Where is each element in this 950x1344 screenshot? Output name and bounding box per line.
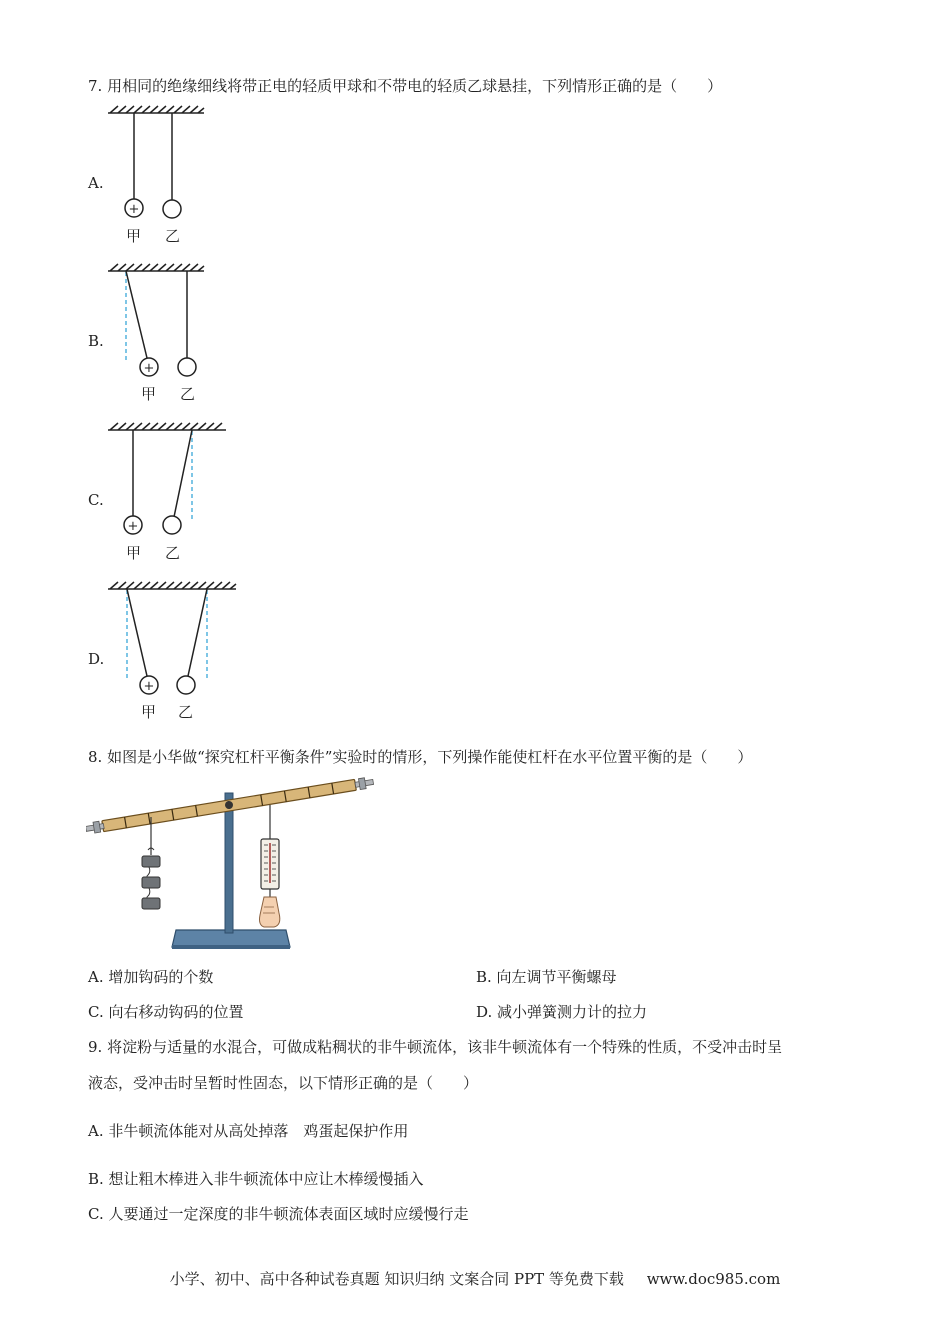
ball-label-yi: 乙	[180, 385, 196, 403]
footer-url[interactable]: www.doc985.com	[646, 1270, 781, 1288]
q8-option-c[interactable]: C. 向右移动钩码的位置	[88, 1003, 244, 1021]
q8-option-b[interactable]: B. 向左调节平衡螺母	[476, 968, 617, 986]
plus-sign: +	[143, 361, 155, 376]
q7-option-c-label[interactable]: C.	[88, 491, 104, 509]
ball-label-yi: 乙	[165, 227, 181, 245]
q9-option-b[interactable]: B. 想让粗木棒进入非牛顿流体中应让木棒缓慢插入	[88, 1170, 424, 1188]
balance-nut-left	[93, 821, 101, 833]
q7-option-d-label[interactable]: D.	[88, 650, 105, 668]
lever-experiment-figure	[86, 775, 386, 955]
q8-option-d[interactable]: D. 减小弹簧测力计的拉力	[476, 1003, 648, 1021]
ball-b	[163, 516, 181, 534]
ball-b	[177, 676, 195, 694]
q7-option-a-figure	[100, 104, 220, 224]
q8-stem: 8. 如图是小华做“探究杠杆平衡条件”实验时的情形，下列操作能使杠杆在水平位置平衡的是（ ）	[88, 748, 753, 766]
stand-pole	[225, 793, 233, 933]
q7-option-a-label[interactable]: A.	[88, 174, 104, 192]
ball-b	[163, 200, 181, 218]
hand-icon	[260, 897, 280, 927]
q9-stem-line1: 9. 将淀粉与适量的水混合，可做成粘稠状的非牛顿流体，该非牛顿流体有一个特殊的性质，不受冲击时呈	[88, 1038, 783, 1056]
balance-nut-right	[358, 778, 366, 790]
plus-sign: +	[143, 679, 155, 694]
thread-b	[174, 430, 192, 517]
ball-label-jia: 甲	[141, 385, 157, 403]
ceiling	[108, 423, 226, 430]
q7-option-c-figure	[100, 421, 235, 541]
ceiling	[108, 264, 204, 271]
q9-option-c[interactable]: C. 人要通过一定深度的非牛顿流体表面区域时应缓慢行走	[88, 1205, 469, 1223]
q9-option-a[interactable]: A. 非牛顿流体能对从高处掉落 鸡蛋起保护作用	[88, 1122, 409, 1140]
footer-text: 小学、初中、高中各种试卷真题 知识归纳 文案合同 PPT 等免费下载	[169, 1270, 624, 1288]
q7-option-d-figure	[100, 580, 245, 700]
ceiling	[108, 106, 204, 113]
q8-option-a[interactable]: A. 增加钩码的个数	[88, 968, 214, 986]
q7-stem: 7. 用相同的绝缘细线将带正电的轻质甲球和不带电的轻质乙球悬挂，下列情形正确的是（ ）	[88, 77, 723, 95]
ceiling	[108, 582, 236, 589]
q7-option-b-figure	[100, 262, 220, 382]
q9-stem-line2: 液态，受冲击时呈暂时性固态，以下情形正确的是（ ）	[88, 1074, 479, 1092]
plus-sign: +	[127, 519, 139, 534]
q7-option-b-label[interactable]: B.	[88, 332, 104, 350]
ball-label-jia: 甲	[126, 227, 142, 245]
ball-label-jia: 甲	[126, 544, 142, 562]
thread-b	[188, 589, 207, 676]
stand-base-edge	[172, 945, 290, 949]
thread-a	[126, 271, 147, 358]
thread-a	[127, 589, 147, 676]
ball-label-jia: 甲	[141, 703, 157, 721]
ball-label-yi: 乙	[178, 703, 194, 721]
ball-label-yi: 乙	[165, 544, 181, 562]
spring-scale	[261, 839, 279, 897]
ball-b	[178, 358, 196, 376]
plus-sign: +	[128, 202, 140, 217]
hook-weights	[142, 848, 160, 909]
page-footer	[0, 1268, 950, 1289]
